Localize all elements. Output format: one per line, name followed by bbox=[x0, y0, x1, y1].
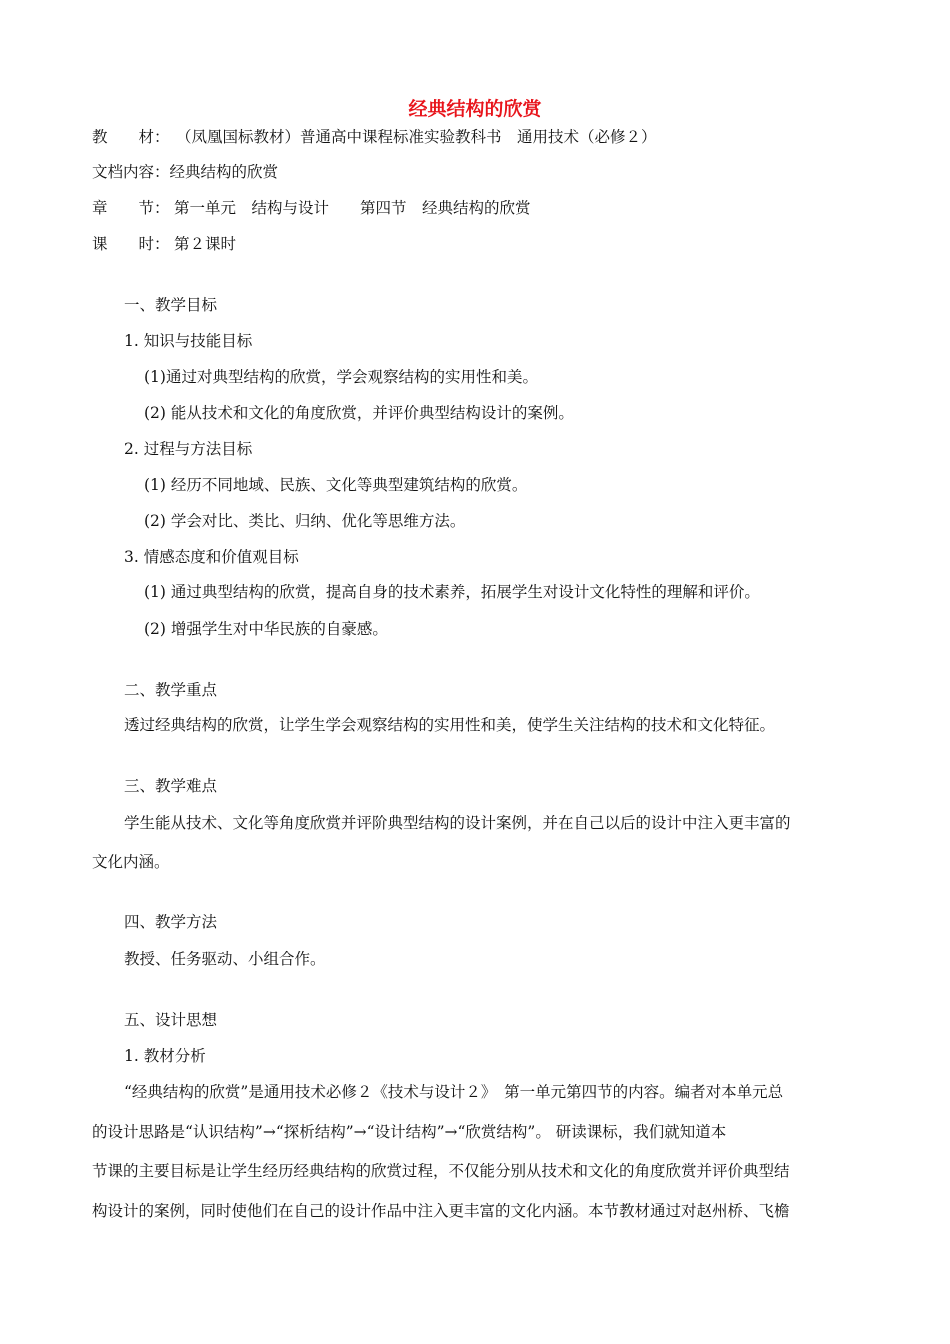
section2-heading: 二、教学重点 bbox=[124, 681, 218, 699]
section3-body-line: 文化内涵。 bbox=[92, 853, 170, 871]
meta-period-label: 课 时： bbox=[92, 235, 170, 253]
section1-sub1-item: (1)通过对典型结构的欣赏，学会观察结构的实用性和美。 bbox=[144, 368, 538, 386]
meta-chapter bbox=[92, 197, 531, 219]
section3-body-line: 学生能从技术、文化等角度欣赏并评阶典型结构的设计案例，并在自己以后的设计中注入更丰富的 bbox=[124, 814, 791, 832]
meta-period-value: 第２课时 bbox=[174, 235, 237, 253]
section1-sub3-item: (2) 增强学生对中华民族的自豪感。 bbox=[144, 620, 388, 638]
section5-para-line: 节课的主要目标是让学生经历经典结构的欣赏过程，不仅能分别从技术和文化的角度欣赏并评价典型结 bbox=[92, 1162, 790, 1180]
section1-sub1-item: (2) 能从技术和文化的角度欣赏，并评价典型结构设计的案例。 bbox=[144, 404, 574, 422]
meta-textbook-label: 教 材： bbox=[92, 128, 170, 146]
section1-sub2-item: (1) 经历不同地域、民族、文化等典型建筑结构的欣赏。 bbox=[144, 476, 528, 494]
section5-para-line: 构设计的案例，同时使他们在自己的设计作品中注入更丰富的文化内涵。本节教材通过对赵州桥、飞檐 bbox=[92, 1202, 790, 1220]
meta-textbook bbox=[92, 126, 657, 148]
document-title: 经典结构的欣赏 bbox=[408, 98, 542, 120]
meta-content-value: 经典结构的欣赏 bbox=[169, 163, 279, 181]
section2-body: 透过经典结构的欣赏，让学生学会观察结构的实用性和美，使学生关注结构的技术和文化特征。 bbox=[124, 716, 776, 734]
meta-period bbox=[92, 233, 236, 255]
section1-sub3-item: (1) 通过典型结构的欣赏，提高自身的技术素养，拓展学生对设计文化特性的理解和评价。 bbox=[144, 583, 760, 601]
section5-para-line: “经典结构的欣赏”是通用技术必修２《技术与设计２》 第一单元第四节的内容。编者对本单元总 bbox=[124, 1083, 784, 1101]
meta-chapter-label: 章 节： bbox=[92, 199, 170, 217]
section5-sub1: 1. 教材分析 bbox=[124, 1047, 206, 1065]
section5-heading: 五、设计思想 bbox=[124, 1011, 218, 1029]
section4-heading: 四、教学方法 bbox=[124, 913, 218, 931]
section4-body: 教授、任务驱动、小组合作。 bbox=[124, 950, 326, 968]
meta-content bbox=[92, 161, 278, 183]
section3-heading: 三、教学难点 bbox=[124, 777, 218, 795]
meta-textbook-value: （凤凰国标教材）普通高中课程标准实验教科书 通用技术（必修２） bbox=[176, 128, 657, 146]
section1-sub1: 1. 知识与技能目标 bbox=[124, 332, 253, 350]
section1-sub2: 2. 过程与方法目标 bbox=[124, 440, 253, 458]
section5-para-line: 的设计思路是“认识结构”→“探析结构”→“设计结构”→“欣赏结构”。 研读课标，我们就知道本 bbox=[92, 1123, 727, 1141]
meta-content-label: 文档内容： bbox=[92, 163, 170, 181]
section1-sub3: 3. 情感态度和价值观目标 bbox=[124, 548, 299, 566]
section1-heading: 一、教学目标 bbox=[124, 296, 218, 314]
section1-sub2-item: (2) 学会对比、类比、归纳、优化等思维方法。 bbox=[144, 512, 466, 530]
meta-chapter-value: 第一单元 结构与设计 第四节 经典结构的欣赏 bbox=[174, 199, 531, 217]
